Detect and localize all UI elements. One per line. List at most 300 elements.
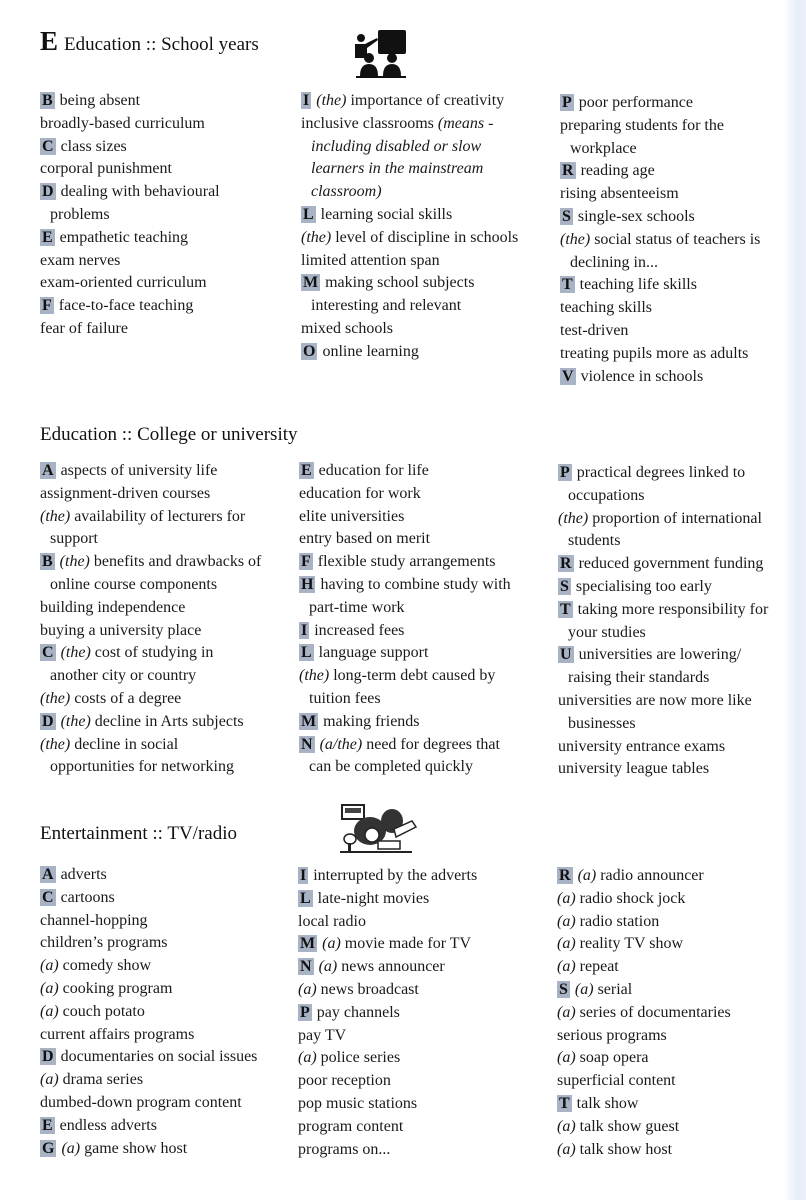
vocab-term: radio shock jock — [579, 889, 686, 907]
article-prefix: (the) — [558, 509, 589, 527]
vocab-entry — [557, 1139, 797, 1162]
vocab-term: cartoons — [60, 888, 115, 906]
vocab-entry — [298, 1116, 548, 1139]
vocab-term: aspects of university life — [60, 462, 218, 479]
vocab-term: single-sex schools — [577, 207, 695, 225]
article-prefix: (a) — [557, 958, 576, 976]
vocab-entry — [40, 642, 295, 688]
article-prefix: (the) — [299, 667, 330, 685]
vocab-entry — [558, 462, 803, 508]
vocab-entry — [301, 272, 551, 318]
vocab-term: level of discipline in schools — [335, 228, 519, 246]
letter-badge: R — [559, 867, 571, 884]
vocab-entry — [40, 318, 290, 341]
vocab-entry — [299, 711, 549, 734]
article-prefix: (a) — [557, 912, 576, 930]
letter-badge: S — [559, 980, 568, 998]
vocab-entry — [40, 483, 295, 506]
vocab-term: language support — [318, 644, 429, 662]
vocab-entry — [557, 1093, 797, 1116]
article-prefix: (the) — [60, 712, 91, 730]
letter-badge: E — [42, 1116, 53, 1134]
letter-badge: P — [562, 94, 572, 111]
vocab-entry — [40, 460, 295, 483]
vocab-term: inclusive classrooms — [301, 114, 434, 132]
section-title-text: Entertainment :: TV/radio — [40, 823, 237, 844]
vocab-term: making friends — [323, 712, 420, 730]
vocab-term: reduced government funding — [578, 555, 764, 573]
vocab-entry — [558, 690, 803, 736]
vocab-note-continuation: learners in the mainstream — [311, 160, 484, 178]
vocab-entry — [299, 460, 549, 483]
vocab-term: movie made for TV — [344, 935, 472, 953]
article-prefix: (a) — [577, 867, 597, 884]
vocab-term: corporal punishment — [40, 160, 172, 178]
vocab-term: children’s programs — [40, 934, 168, 952]
vocab-term-continuation: students — [568, 532, 621, 550]
vocab-entry — [40, 181, 290, 227]
vocab-term: long-term debt caused by — [333, 667, 496, 685]
article-prefix: (a) — [318, 958, 338, 976]
vocab-term: dumbed-down program content — [40, 1093, 242, 1111]
letter-badge: S — [562, 207, 571, 225]
vocab-entry — [299, 620, 549, 643]
vocab-term: serious programs — [557, 1026, 667, 1044]
letter-badge: I — [300, 867, 307, 884]
vocab-term: proportion of international — [592, 509, 762, 527]
vocab-term: comedy show — [62, 957, 152, 975]
vocab-term: teaching skills — [560, 299, 652, 317]
article-prefix: (a) — [557, 1117, 576, 1135]
article-prefix: (a) — [557, 935, 576, 953]
article-prefix: (a) — [40, 957, 59, 975]
letter-badge: E — [42, 228, 53, 246]
letter-badge: O — [303, 342, 316, 360]
vocab-term: talk show guest — [579, 1117, 680, 1135]
vocab-term: endless adverts — [59, 1116, 157, 1134]
vocab-term: benefits and drawbacks of — [93, 553, 262, 571]
vocab-entry — [560, 274, 800, 297]
vocab-entry — [557, 911, 797, 934]
vocab-entry — [298, 1139, 548, 1162]
letter-badge: B — [42, 553, 53, 571]
vocab-entry — [299, 528, 549, 551]
letter-badge: I — [303, 92, 310, 109]
letter-badge: C — [42, 137, 54, 155]
article-prefix: (a) — [61, 1139, 81, 1157]
vocab-entry — [299, 483, 549, 506]
vocab-term: soap opera — [579, 1049, 649, 1067]
vocab-term: cooking program — [62, 979, 173, 997]
vocab-entry — [301, 341, 551, 364]
vocab-entry — [299, 506, 549, 529]
letter-badge: G — [42, 1139, 55, 1157]
vocab-entry — [299, 574, 549, 620]
vocab-term: exam nerves — [40, 251, 121, 269]
vocab-term-continuation: workplace — [570, 139, 637, 157]
letter-badge: T — [559, 1094, 570, 1112]
section-title-text: Education :: College or university — [40, 424, 298, 445]
article-prefix: (the) — [40, 689, 71, 707]
vocab-term: importance of creativity — [350, 92, 505, 109]
letter-badge: D — [42, 183, 54, 201]
vocab-term: poor reception — [298, 1072, 391, 1090]
vocab-term: violence in schools — [580, 367, 704, 385]
letter-badge: E — [301, 462, 312, 479]
vocab-term: programs on... — [298, 1140, 391, 1158]
college-column-1 — [40, 460, 295, 779]
vocab-entry — [299, 642, 549, 665]
article-prefix: (a/the) — [319, 735, 363, 753]
vocab-entry — [560, 297, 800, 320]
vocab-entry — [557, 956, 797, 979]
tv-radio-column-1 — [40, 864, 295, 1160]
vocab-term: talk show — [576, 1094, 639, 1112]
vocab-term-continuation: opportunities for networking — [50, 758, 234, 776]
letter-badge: D — [42, 712, 54, 730]
vocab-term: late-night movies — [317, 889, 430, 907]
vocab-entry — [298, 933, 548, 956]
letter-badge: B — [42, 92, 53, 109]
vocab-term: program content — [298, 1117, 404, 1135]
vocab-entry — [40, 864, 295, 887]
vocab-entry — [40, 1092, 295, 1115]
vocab-term-continuation: part-time work — [309, 598, 405, 616]
vocab-term: online learning — [322, 342, 419, 360]
vocab-term: serial — [597, 980, 633, 998]
vocab-entry — [40, 90, 290, 113]
vocab-entry — [40, 910, 295, 933]
article-prefix: (the) — [60, 644, 91, 662]
vocab-term: face-to-face teaching — [58, 297, 194, 315]
vocab-term: limited attention span — [301, 251, 440, 269]
vocab-term: superficial content — [557, 1072, 676, 1090]
vocab-entry — [299, 734, 549, 780]
vocab-entry — [40, 136, 290, 159]
tv-radio-column-2 — [298, 865, 548, 1161]
article-prefix: (a) — [557, 1003, 576, 1021]
vocab-term: broadly-based curriculum — [40, 114, 205, 132]
article-prefix: (the) — [316, 92, 347, 109]
vocab-term-continuation: businesses — [568, 714, 636, 732]
article-prefix: (the) — [301, 228, 332, 246]
vocab-term: taking more responsibility for — [577, 600, 769, 618]
letter-badge: F — [42, 297, 52, 315]
vocab-term-continuation: problems — [50, 205, 110, 223]
vocab-term: education for work — [299, 484, 421, 502]
vocab-entry — [560, 229, 800, 275]
vocab-entry — [557, 1047, 797, 1070]
article-prefix: (a) — [557, 889, 576, 907]
vocab-term: learning social skills — [320, 205, 453, 223]
vocab-entry — [40, 597, 295, 620]
vocab-entry — [558, 599, 803, 645]
vocab-entry — [40, 1024, 295, 1047]
vocab-entry — [40, 158, 290, 181]
vocab-entry — [557, 865, 797, 888]
people-watching-tv-icon — [334, 803, 424, 855]
vocab-term: cost of studying in — [94, 644, 214, 662]
vocab-term: series of documentaries — [579, 1003, 731, 1021]
vocab-term: game show host — [84, 1139, 188, 1157]
letter-badge: C — [42, 888, 54, 906]
letter-badge: U — [560, 646, 572, 664]
vocab-entry — [301, 204, 551, 227]
letter-badge: C — [42, 644, 54, 662]
vocab-term: decline in Arts subjects — [94, 712, 244, 730]
vocab-entry — [298, 979, 548, 1002]
vocab-term: current affairs programs — [40, 1025, 195, 1043]
vocab-entry — [40, 1069, 295, 1092]
letter-badge: T — [562, 276, 573, 294]
vocab-entry — [40, 734, 295, 780]
section-title-school-years — [40, 26, 259, 57]
vocab-term: drama series — [62, 1071, 144, 1089]
vocab-entry — [301, 90, 551, 113]
vocab-term: rising absenteeism — [560, 185, 679, 203]
vocab-term: building independence — [40, 598, 186, 616]
letter-badge: D — [42, 1048, 54, 1066]
vocab-note: (means - — [437, 114, 494, 132]
vocab-term: radio station — [579, 912, 660, 930]
vocab-entry — [40, 1138, 295, 1161]
vocab-entry — [557, 1025, 797, 1048]
vocab-term: fear of failure — [40, 319, 128, 337]
vocab-term: assignment-driven courses — [40, 484, 211, 502]
vocab-term: news announcer — [341, 958, 445, 976]
letter-badge: M — [303, 274, 319, 292]
vocab-term: flexible study arrangements — [317, 553, 496, 571]
vocab-entry — [298, 1093, 548, 1116]
letter-badge: A — [42, 462, 54, 479]
school-years-column-1 — [40, 90, 290, 341]
article-prefix: (a) — [40, 1071, 59, 1089]
letter-badge: N — [300, 958, 312, 976]
article-prefix: (a) — [298, 1049, 317, 1067]
vocab-term: practical degrees linked to — [576, 464, 746, 481]
vocab-entry — [301, 318, 551, 341]
vocab-entry — [299, 551, 549, 574]
letter-badge: F — [301, 553, 311, 571]
vocab-term-continuation: can be completed quickly — [309, 758, 473, 776]
letter-badge: P — [560, 464, 570, 481]
vocab-term: empathetic teaching — [59, 228, 189, 246]
vocab-entry — [40, 272, 290, 295]
vocab-term: dealing with behavioural — [60, 183, 220, 201]
vocab-term-continuation: interesting and relevant — [311, 297, 462, 315]
vocab-term: documentaries on social issues — [60, 1048, 258, 1066]
tv-radio-column-3 — [557, 865, 797, 1161]
vocab-term: talk show host — [579, 1140, 673, 1158]
vocab-entry — [557, 1116, 797, 1139]
vocab-term: poor performance — [578, 94, 693, 111]
vocab-entry — [40, 506, 295, 552]
letter-badge: M — [300, 935, 316, 953]
vocab-term: buying a university place — [40, 621, 202, 639]
vocab-entry — [40, 250, 290, 273]
vocab-term: repeat — [579, 958, 619, 976]
vocab-term: universities are now more like — [558, 691, 752, 709]
vocab-entry — [298, 911, 548, 934]
vocab-term: radio announcer — [600, 867, 704, 884]
vocab-entry — [40, 978, 295, 1001]
vocab-entry — [560, 366, 800, 389]
vocab-term: channel-hopping — [40, 911, 148, 929]
vocab-term: adverts — [60, 866, 107, 883]
letter-badge: L — [301, 644, 312, 662]
vocab-entry — [40, 227, 290, 250]
vocab-term-continuation: another city or country — [50, 667, 197, 685]
article-prefix: (the) — [560, 230, 591, 248]
vocab-entry — [299, 665, 549, 711]
letter-badge: T — [560, 600, 571, 618]
vocab-term: decline in social — [74, 735, 179, 753]
vocab-term: making school subjects — [325, 274, 475, 292]
vocab-term-continuation: raising their standards — [568, 669, 710, 687]
vocab-entry — [560, 206, 800, 229]
vocab-term-continuation: tuition fees — [309, 689, 381, 707]
vocab-term: reading age — [580, 162, 655, 180]
vocab-term-continuation: online course components — [50, 575, 218, 593]
letter-badge: M — [301, 712, 317, 730]
vocab-term: costs of a degree — [74, 689, 182, 707]
vocab-entry — [40, 711, 295, 734]
vocab-entry — [40, 295, 290, 318]
vocab-term: need for degrees that — [366, 735, 500, 753]
article-prefix: (a) — [574, 980, 594, 998]
article-prefix: (a) — [40, 1002, 59, 1020]
vocab-term: education for life — [318, 462, 429, 479]
vocab-term-continuation: occupations — [568, 486, 645, 504]
vocab-term: social status of teachers is — [594, 230, 761, 248]
letter-badge: H — [301, 575, 314, 593]
vocab-entry — [558, 553, 803, 576]
letter-badge: S — [560, 577, 569, 595]
letter-badge: N — [301, 735, 313, 753]
vocab-term: mixed schools — [301, 319, 393, 337]
vocab-entry — [298, 956, 548, 979]
vocab-entry — [558, 736, 803, 759]
vocab-term: news broadcast — [320, 980, 419, 998]
vocab-entry — [298, 865, 548, 888]
article-prefix: (a) — [40, 979, 59, 997]
article-prefix: (a) — [322, 935, 341, 953]
vocab-entry — [558, 758, 803, 781]
vocab-entry — [557, 933, 797, 956]
vocab-term: universities are lowering/ — [578, 646, 742, 664]
scan-edge-shadow — [784, 0, 806, 1200]
vocab-term: entry based on merit — [299, 530, 431, 548]
vocab-entry — [560, 183, 800, 206]
vocab-entry — [557, 979, 797, 1002]
vocab-term: increased fees — [314, 621, 405, 639]
vocab-term: class sizes — [60, 137, 127, 155]
vocab-entry — [40, 955, 295, 978]
vocab-term-continuation: support — [50, 530, 98, 548]
vocab-note-continuation: classroom) — [311, 183, 382, 201]
vocab-entry — [558, 644, 803, 690]
vocab-entry — [560, 320, 800, 343]
vocab-term: interrupted by the adverts — [313, 867, 478, 884]
section-title-college — [40, 424, 298, 446]
letter-badge: A — [42, 866, 54, 883]
vocab-entry — [40, 688, 295, 711]
vocab-term: reality TV show — [579, 935, 684, 953]
vocab-term: test-driven — [560, 321, 629, 339]
article-prefix: (the) — [40, 735, 71, 753]
vocab-entry — [298, 1047, 548, 1070]
vocab-entry — [560, 343, 800, 366]
vocab-entry — [40, 551, 295, 597]
article-prefix: (a) — [298, 980, 317, 998]
vocab-entry — [40, 113, 290, 136]
vocab-note-continuation: including disabled or slow — [311, 137, 482, 155]
vocab-term: teaching life skills — [579, 276, 697, 294]
vocab-entry — [557, 1070, 797, 1093]
vocab-entry — [301, 227, 551, 250]
vocab-term: having to combine study with — [320, 575, 511, 593]
vocab-entry — [557, 1002, 797, 1025]
vocab-term-continuation: your studies — [568, 623, 646, 641]
vocab-term: elite universities — [299, 507, 405, 525]
college-column-2 — [299, 460, 549, 779]
vocab-term: local radio — [298, 912, 366, 930]
vocab-entry — [301, 113, 551, 204]
vocab-term: pay channels — [316, 1003, 400, 1021]
vocab-entry — [298, 888, 548, 911]
vocab-entry — [560, 160, 800, 183]
section-title-tv-radio — [40, 823, 237, 845]
vocab-entry — [558, 576, 803, 599]
letter-badge: L — [303, 205, 314, 223]
vocab-entry — [40, 1115, 295, 1138]
letter-badge: R — [560, 555, 572, 573]
section-letter: E — [40, 26, 59, 56]
vocab-term: pay TV — [298, 1026, 347, 1044]
vocab-entry — [40, 620, 295, 643]
vocab-term: university entrance exams — [558, 737, 726, 755]
vocab-term: specialising too early — [575, 577, 712, 595]
vocab-term: availability of lecturers for — [74, 507, 246, 525]
letter-badge: V — [562, 367, 574, 385]
vocab-entry — [560, 92, 800, 115]
letter-badge: P — [300, 1003, 310, 1021]
section-title-text: Education :: School years — [64, 34, 259, 55]
school-years-column-3 — [560, 92, 800, 388]
article-prefix: (a) — [557, 1049, 576, 1067]
vocab-entry — [560, 115, 800, 161]
letter-badge: R — [562, 162, 574, 180]
vocab-term: exam-oriented curriculum — [40, 274, 207, 292]
teacher-and-students-icon — [352, 28, 410, 80]
college-column-3 — [558, 462, 803, 781]
letter-badge: L — [300, 889, 311, 907]
vocab-entry — [40, 1001, 295, 1024]
vocab-entry — [298, 1002, 548, 1025]
vocab-entry — [40, 1046, 295, 1069]
vocab-term: pop music stations — [298, 1094, 418, 1112]
vocab-entry — [40, 887, 295, 910]
vocab-entry — [557, 888, 797, 911]
vocab-entry — [298, 1025, 548, 1048]
school-years-column-2 — [301, 90, 551, 364]
vocab-entry — [301, 250, 551, 273]
article-prefix: (the) — [59, 553, 90, 571]
vocab-term: preparing students for the — [560, 116, 724, 134]
vocab-term-continuation: declining in... — [570, 253, 658, 271]
vocab-entry — [558, 508, 803, 554]
vocab-term: being absent — [59, 92, 141, 109]
